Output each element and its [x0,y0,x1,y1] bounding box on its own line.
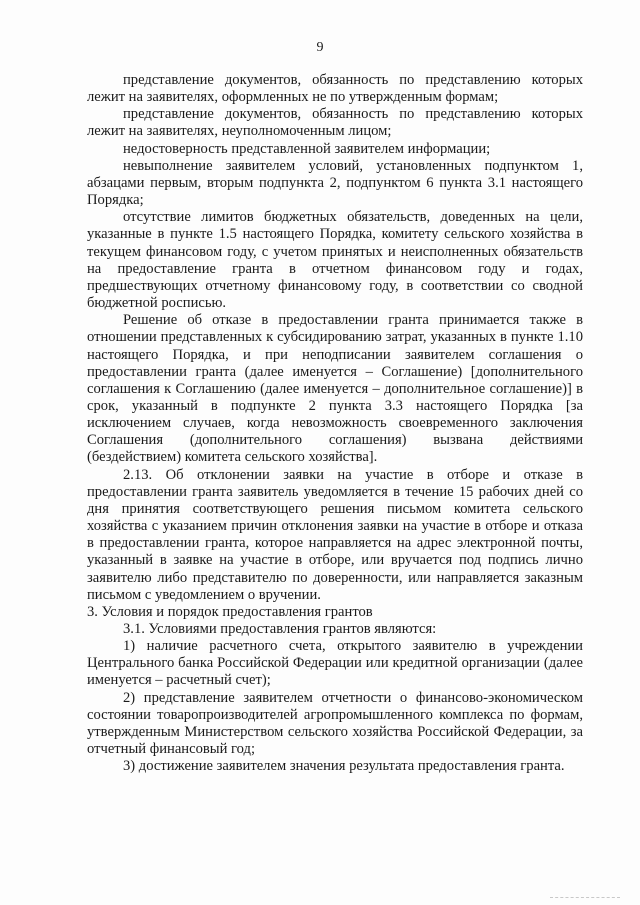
scan-artifact-line [550,897,620,899]
paragraph: 1) наличие расчетного счета, открытого заявителю в учреждении Центрального банка Российской Федерации или кредитной организации (далее именуется – расчетный счет); [87,638,583,689]
paragraph: отсутствие лимитов бюджетных обязательств, доведенных на цели, указанные в пункте 1.5 настоящего Порядка, комитету сельского хозяйства в текущем финансовом году, с учетом принятых и неисполненных обязательств на предоставление гранта в отчетном финансовом году и годах, предшествующих отчетному финансовому году, в соответствии со сводной бюджетной росписью. [87,209,583,312]
page-number: 9 [316,40,324,55]
paragraph: 3) достижение заявителем значения результата предоставления гранта. [123,758,565,775]
paragraph: недостоверность представленной заявителем информации; [123,140,491,157]
paragraph: невыполнение заявителем условий, установленных подпунктом 1, абзацами первым, вторым подпункта 2, подпунктом 6 пункта 3.1 настоящего Порядка; [87,157,583,209]
section-heading: 3. Условия и порядок предоставления грантов [87,603,373,620]
paragraph: 3.1. Условиями предоставления грантов являются: [123,621,437,637]
document-body [87,72,583,775]
paragraph: 2.13. Об отклонении заявки на участие в отборе и отказе в предоставлении гранта заявитель уведомляется в течение 15 рабочих дней со дня принятия соответствующего решения письмом комитета сельского хозяйства с указанием причин отклонения заявки на участие в отборе и отказа в предоставлении гранта, которое направляется на адрес электронной почты, указанный в заявке на участие в отборе, или вручается под подпись лично заявителю либо представителю по доверенности, или направляется заказным письмом с уведомлением о вручении. [87,466,583,603]
paragraph: 2) представление заявителем отчетности о финансово-экономическом состоянии товаропроизводителей агропромышленного комплекса по формам, утвержденным Министерством сельского хозяйства Российской Федерации, за отчетный финансовый год; [87,689,583,758]
paragraph: Решение об отказе в предоставлении гранта принимается также в отношении представленных к субсидированию затрат, указанных в пункте 1.10 настоящего Порядка, и при неподписании заявителем соглашения о предоставлении гранта (далее именуется – Соглашение) [дополнительного соглашения к Соглашению (далее именуется – дополнительное соглашение)] в срок, указанный в подпункте 2 пункта 3.3 настоящего Порядка [за исключением случаев, когда невозможность своевременного заключения Соглашения (дополнительного соглашения) вызвана действиями (бездействием) комитета сельского хозяйства]. [87,312,583,466]
paragraph: представление документов, обязанность по представлению которых лежит на заявителях, неуполномоченным лицом; [87,106,583,140]
paragraph: представление документов, обязанность по представлению которых лежит на заявителях, оформленных не по утвержденным формам; [87,72,583,106]
